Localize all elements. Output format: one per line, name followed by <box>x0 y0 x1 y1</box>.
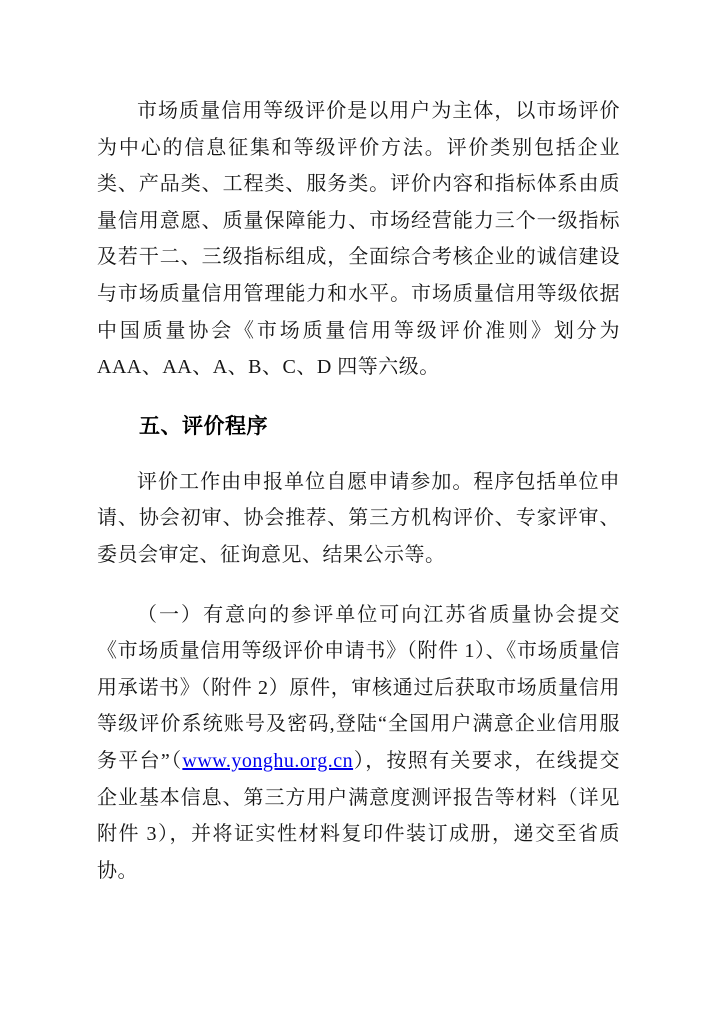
section-heading-evaluation-procedure: 五、评价程序 <box>139 414 268 438</box>
paragraph-procedure-summary: 评价工作由申报单位自愿申请参加。程序包括单位申请、协会初审、协会推荐、第三方机构评价、专家评审、委员会审定、征询意见、结果公示等。 <box>97 470 620 566</box>
paragraph-application-text-after-link: ），按照有关要求，在线提交企业基本信息、第三方用户满意度测评报告等材料（详见附件 3），并将证实性材料复印件装订成册，递交至省质协。 <box>97 749 620 882</box>
paragraph-overview: 市场质量信用等级评价是以用户为主体，以市场评价为中心的信息征集和等级评价方法。评价类别包括企业类、产品类、工程类、服务类。评价内容和指标体系由质量信用意愿、质量保障能力、市场经营能力三个一级指标及若干二、三级指标组成，全面综合考核企业的诚信建设与市场质量信用管理能力和水平。市场质量信用等级依据中国质量协会《市场质量信用等级评价准则》划分为 AAA、AA、A、B、C、D 四等六级。 <box>97 100 620 379</box>
paragraph-application-step <box>97 597 620 890</box>
yonghu-website-link[interactable]: www.yonghu.org.cn <box>182 749 354 772</box>
paragraph-application-text-before-link: （一）有意向的参评单位可向江苏省质量协会提交《市场质量信用等级评价申请书》（附件 1）、《市场质量信用承诺书》（附件 2）原件，审核通过后获取市场质量信用等级评价系统账号及密码,登陆“全国用户满意企业信用服务平台”（ <box>97 603 620 772</box>
